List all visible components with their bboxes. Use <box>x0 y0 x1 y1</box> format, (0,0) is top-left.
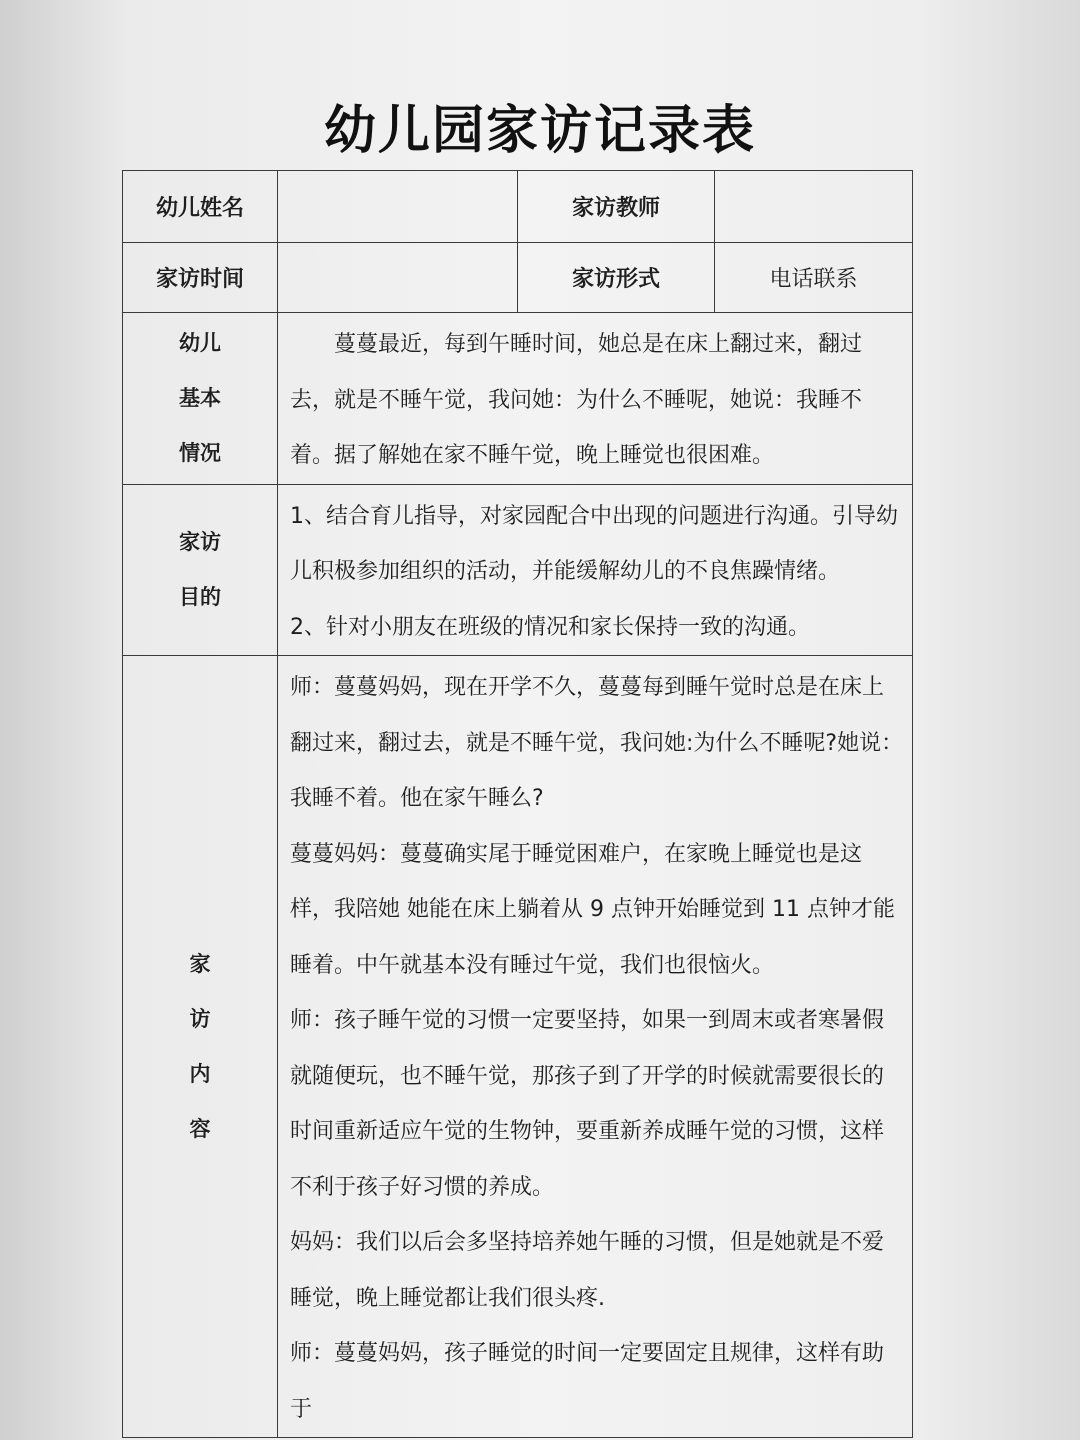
table-row <box>123 313 913 485</box>
visit-purpose-item: 1、结合育儿指导，对家园配合中出现的问题进行沟通。引导幼儿积极参加组织的活动，并能缓解幼儿的不良焦躁情绪。 <box>290 503 898 584</box>
table-row <box>123 171 913 243</box>
visit-content-label <box>123 656 278 1438</box>
visit-content-label-char: 家 <box>189 951 211 976</box>
visit-time-value <box>278 243 518 313</box>
basic-info-label-line: 情况 <box>179 440 221 465</box>
dialogue-paragraph: 师：孩子睡午觉的习惯一定要坚持，如果一到周末或者寒暑假就随便玩，也不睡午觉，那孩子到了开学的时候就需要很长的时间重新适应午觉的生物钟，要重新养成睡午觉的习惯，这样不利于孩子好习惯的养成。 <box>290 1008 885 1200</box>
child-name-value <box>278 171 518 243</box>
visit-time-label: 家访时间 <box>123 243 278 313</box>
visit-purpose-cell <box>278 484 913 656</box>
visit-form-value: 电话联系 <box>715 243 913 313</box>
dialogue-paragraph: 妈妈：我们以后会多坚持培养她午睡的习惯，但是她就是不爱睡觉，晚上睡觉都让我们很头疼. <box>290 1230 885 1311</box>
basic-info-label <box>123 313 278 485</box>
basic-info-label-line: 基本 <box>179 385 221 410</box>
visit-content-cell <box>278 656 913 1438</box>
visit-content-label-char: 容 <box>189 1116 211 1141</box>
dialogue-paragraph: 师：蔓蔓妈妈，孩子睡觉的时间一定要固定且规律，这样有助于 <box>290 1341 885 1422</box>
table-row <box>123 243 913 313</box>
visit-purpose-item: 2、针对小朋友在班级的情况和家长保持一致的沟通。 <box>290 614 810 640</box>
visit-content-label-char: 内 <box>189 1061 211 1086</box>
visit-form-label: 家访形式 <box>518 243 715 313</box>
visit-record-table <box>122 170 913 1438</box>
child-name-label: 幼儿姓名 <box>123 171 278 243</box>
visit-purpose-label <box>123 484 278 656</box>
visit-content-label-char: 访 <box>189 1006 211 1031</box>
document-title: 幼儿园家访记录表 <box>323 101 756 161</box>
table-row <box>123 484 913 656</box>
visit-purpose-label-line: 家访 <box>179 529 221 554</box>
visit-teacher-value <box>715 171 913 243</box>
dialogue-paragraph: 师：蔓蔓妈妈，现在开学不久，蔓蔓每到睡午觉时总是在床上翻过来，翻过去，就是不睡午觉，我问她:为什么不睡呢?她说：我睡不着。他在家午睡么? <box>290 675 904 811</box>
visit-purpose-label-line: 目的 <box>179 584 221 609</box>
basic-info-text: 蔓蔓最近，每到午睡时间，她总是在床上翻过来，翻过去，就是不睡午觉，我问她：为什么不睡呢，她说：我睡不着。据了解她在家不睡午觉，晚上睡觉也很困难。 <box>290 332 863 468</box>
basic-info-cell <box>278 313 913 485</box>
dialogue-paragraph: 蔓蔓妈妈：蔓蔓确实尾于睡觉困难户，在家晚上睡觉也是这样，我陪她 她能在床上躺着从 9 点钟开始睡觉到 11 点钟才能睡着。中午就基本没有睡过午觉，我们也很恼火。 <box>290 841 895 978</box>
visit-teacher-label: 家访教师 <box>518 171 715 243</box>
basic-info-label-line: 幼儿 <box>179 330 221 355</box>
table-row <box>123 656 913 1438</box>
